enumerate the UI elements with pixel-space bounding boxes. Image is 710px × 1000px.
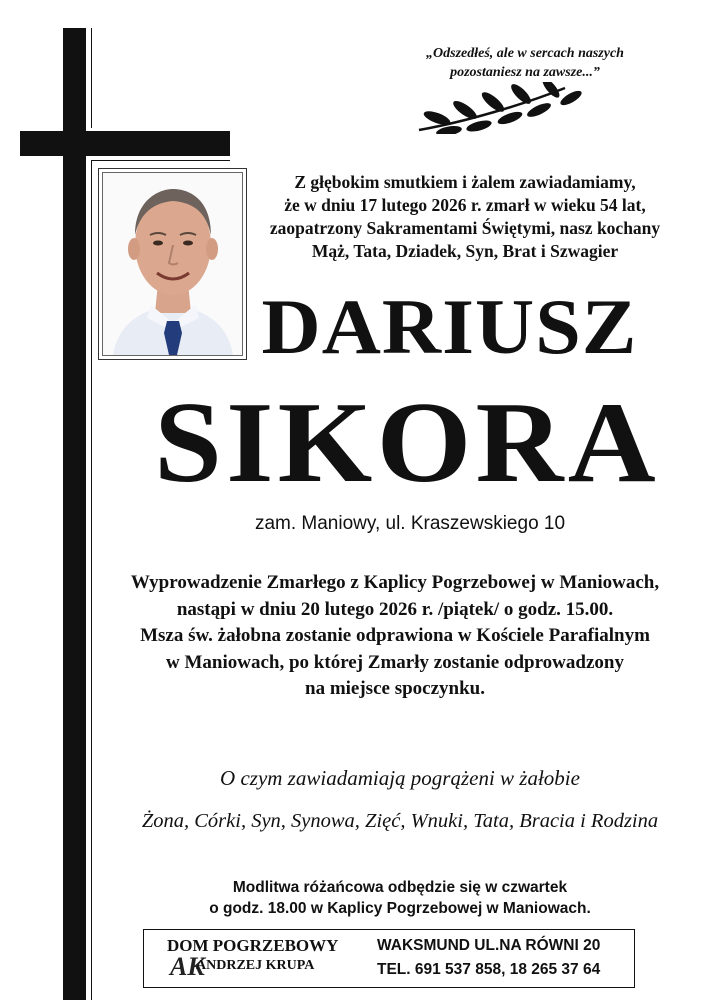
olive-branch-icon bbox=[415, 82, 595, 134]
ceremony-line-5: na miejsce spoczynku. bbox=[305, 678, 485, 699]
funeral-home-owner: ANDRZEJ KRUPA bbox=[196, 958, 315, 973]
deceased-last-name: SIKORA bbox=[154, 379, 660, 507]
ceremony-line-2: nastąpi w dniu 20 lutego 2026 r. /piątek/ o godz. 15.00. bbox=[176, 598, 614, 620]
deceased-first-name: DARIUSZ bbox=[261, 283, 638, 370]
ceremony-line-1: Wyprowadzenie Zmarłego z Kaplicy Pogrzebowej w Maniowach, bbox=[130, 572, 660, 593]
intro-line-4: Mąż, Tata, Dziadek, Syn, Brat i Szwagier bbox=[311, 241, 619, 261]
quote-line-1: „Odszedłeś, ale w sercach naszych bbox=[426, 46, 624, 61]
funeral-home-name: DOM POGRZEBOWY bbox=[167, 936, 339, 955]
funeral-home-address: WAKSMUND UL.NA RÓWNI 20 bbox=[377, 937, 601, 954]
ceremony-line-3: Msza św. żałobna zostanie odprawiona w Kościele Parafialnym bbox=[140, 625, 650, 646]
memorial-quote bbox=[390, 44, 660, 82]
intro-line-3: zaopatrzony Sakramentami Świętymi, nasz kochany bbox=[269, 218, 661, 238]
funeral-home-phones: TEL. 691 537 858, 18 265 37 64 bbox=[377, 961, 601, 978]
portrait-photo bbox=[102, 172, 243, 356]
cross-outline bbox=[91, 28, 92, 128]
intro-line-2: że w dniu 17 lutego 2026 r. zmarł w wieku 54 lat, bbox=[284, 195, 646, 215]
ceremony-details bbox=[100, 570, 690, 703]
funeral-home-logo: AK bbox=[170, 952, 205, 981]
prayer-line-1: Modlitwa różańcowa odbędzie się w czwartek bbox=[232, 879, 568, 896]
prayer-line-2: o godz. 18.00 w Kaplicy Pogrzebowej w Maniowach. bbox=[209, 900, 591, 917]
cross-outline-lower bbox=[91, 160, 92, 1000]
intro-line-1: Z głębokim smutkiem i żalem zawiadamiamy, bbox=[294, 172, 636, 192]
quote-line-2: pozostaniesz na zawsze...” bbox=[450, 65, 600, 80]
deceased-address: zam. Maniowy, ul. Kraszewskiego 10 bbox=[254, 513, 566, 534]
mourners-intro: O czym zawiadamiają pogrążeni w żałobie bbox=[220, 766, 580, 790]
ceremony-line-4: w Maniowach, po której Zmarły zostanie odprowadzony bbox=[166, 651, 624, 673]
cross-icon bbox=[63, 28, 86, 1000]
cross-outline-arm bbox=[91, 160, 230, 161]
funeral-home-box bbox=[143, 929, 635, 988]
portrait-photo-frame bbox=[98, 168, 247, 360]
prayer-notice bbox=[130, 877, 670, 919]
announcement-intro bbox=[260, 171, 670, 263]
mourners-family: Żona, Córki, Syn, Synowa, Zięć, Wnuki, Tata, Bracia i Rodzina bbox=[141, 810, 659, 832]
cross-arm bbox=[20, 131, 230, 156]
